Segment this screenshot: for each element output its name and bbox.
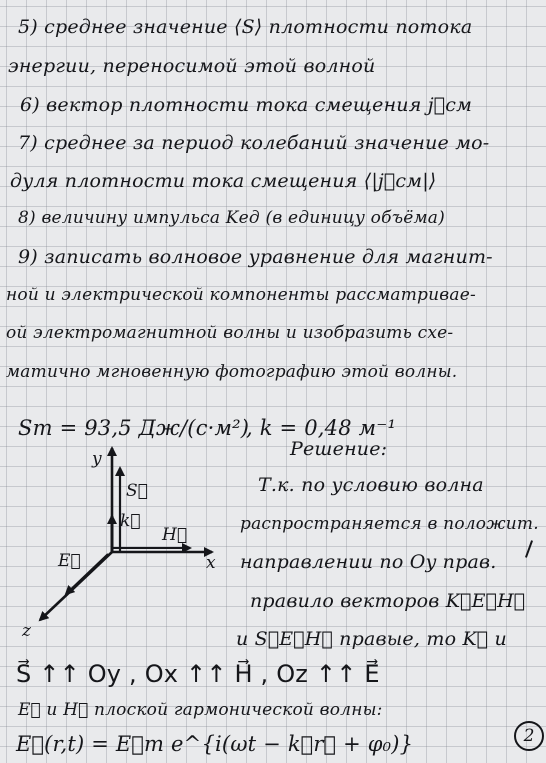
z-label: z — [22, 621, 31, 641]
solution-line-2: распространяется в положит. — [240, 514, 539, 534]
y-label: y — [92, 449, 102, 469]
text-line-7: 9) записать волновое уравнение для магнит- — [18, 246, 493, 268]
text-line-5: дуля плотности тока смещения ⟨|j⃗см|⟩ — [10, 170, 437, 192]
text-line-4: 7) среднее за период колебаний значение мо- — [18, 132, 490, 154]
k-label: k⃗ — [120, 511, 141, 531]
text-line-10: матично мгновенную фотографию этой волны. — [6, 362, 458, 382]
vector-diagram — [0, 440, 260, 650]
solution-title: Решение: — [290, 438, 388, 460]
h-label: H⃗ — [162, 525, 188, 545]
wave-equation: E⃗(r,t) = E⃗m e^{i(ωt − k⃗r⃗ + φ₀)} — [16, 732, 414, 756]
x-label: x — [206, 553, 216, 573]
pen-tick — [525, 540, 533, 558]
text-line-1: 5) среднее значение ⟨S⟩ плотности потока — [18, 16, 473, 38]
text-line-9: ой электромагнитной волны и изобразить схе- — [6, 323, 454, 343]
solution-line-5: и S⃗E⃗H⃗ правые, то K⃗ и — [236, 628, 507, 650]
solution-line-1: Т.к. по условию волна — [258, 474, 484, 496]
page-number: 2 — [514, 721, 544, 751]
s-label: S⃗ — [126, 481, 148, 501]
e-label: E⃗ — [58, 551, 81, 571]
wave-note: E⃗ и H⃗ плоской гармонической волны: — [18, 700, 383, 720]
given-sm: Sm = 93,5 Дж/(с·м²) — [18, 416, 250, 440]
text-line-2: энергии, переносимой этой волной — [8, 55, 376, 77]
given-k: , k = 0,48 м⁻¹ — [246, 416, 397, 440]
solution-line-3: направлении по Oy прав. — [240, 551, 497, 573]
text-line-6: 8) величину импульса Kед (в единицу объёма) — [18, 208, 445, 228]
text-line-3: 6) вектор плотности тока смещения j⃗см — [20, 94, 473, 116]
solution-line-4: правило векторов K⃗E⃗H⃗ — [250, 590, 526, 612]
text-line-8: ной и электрической компоненты рассматривае- — [6, 285, 476, 305]
direction-relations: S⃗ ↑↑ Oy , Ox ↑↑ H⃗ , Oz ↑↑ E⃗ — [16, 660, 380, 688]
